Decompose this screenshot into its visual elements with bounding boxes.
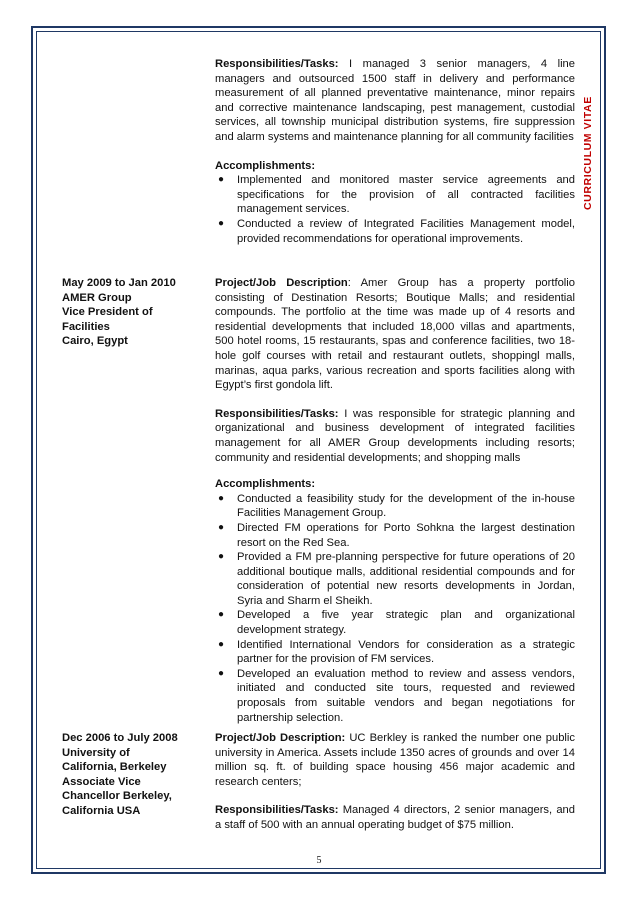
bullet-icon: ● <box>218 609 225 621</box>
previous-responsibilities <box>215 57 575 145</box>
bullet-icon: ● <box>218 521 225 533</box>
project-text: : Amer Group has a property portfolio consisting of Destination Resorts; Boutique Malls; and residential compounds. The portfolio at the time was made up of 4 resorts and residential developments that included 18,000 villas and apartments, 500 hotel rooms, 15 restaurants, spas and conference facilities, two 18-hole golf courses with retail and restaurant outlets, shoppingl malls, marinas, aqua parks, various recreation and sports facilities along with Egypt’s first gondola lift. <box>215 277 575 392</box>
amer-location: Cairo, Egypt <box>62 335 128 348</box>
list-item: ● Directed FM operations for Porto Sohkna the largest destination resort on the Red Sea. <box>218 521 575 549</box>
bullet-icon: ● <box>218 492 225 504</box>
accomplishments-list <box>215 492 575 726</box>
responsibilities-label: Responsibilities/Tasks: <box>215 407 339 420</box>
project-text: UC Berkley is ranked the number one public university in America. Assets include 1350 acres of grounds and over 14 million sq. ft. of building space housing 456 major academic and research centers; <box>215 732 575 788</box>
amer-role-header <box>62 276 182 349</box>
accomplishments-heading: Accomplishments: <box>215 478 316 491</box>
accomplishments-heading: Accomplishments: <box>215 159 316 172</box>
responsibilities-text: I was responsible for strategic planning and organizational and business development of integrated facilities management for all AMER Group developments including resorts; community and residential developments; and shopping malls <box>215 407 575 464</box>
amer-project-description <box>215 276 575 393</box>
bullet-icon: ● <box>218 551 225 563</box>
berkeley-responsibilities <box>215 803 575 832</box>
list-item: ● Conducted a review of Integrated Facilities Management model, provided recommendations for operational improvements. <box>218 217 575 245</box>
amer-company: AMER Group <box>62 291 132 304</box>
curriculum-vitae-label: CURRICULUM VITAE <box>582 96 594 210</box>
bullet-icon: ● <box>218 638 225 650</box>
project-label: Project/Job Description: <box>215 732 346 744</box>
berkeley-project-description <box>215 731 575 789</box>
responsibilities-text: I managed 3 senior managers, 4 line managers and outsourced 1500 staff in delivery and performance measurement of all planned preventative maintenance, minor repairs and corrective maintenance landscaping, pest management, custodial services, all township municipal distribution systems, fire suppression and alarm systems and maintenance planning for all community facilities <box>215 58 575 143</box>
amer-responsibilities <box>215 407 575 465</box>
list-item: ● Identified International Vendors for consideration as a strategic partner for the provision of FM services. <box>218 638 575 666</box>
berkeley-role-header: Dec 2006 to July 2008 University of California, Berkeley Associate Vice Chancellor Berkeley, California USA <box>62 732 178 817</box>
previous-role-section <box>215 57 575 246</box>
list-item: ● Conducted a feasibility study for the development of the in-house Facilities Management Group. <box>218 492 575 520</box>
list-item: ● Provided a FM pre-planning perspective for future operations of 20 additional boutique malls, additional residential compounds and for consideration of potential new resorts developments in Jordan, Syria and Sharm el Sheikh. <box>218 551 575 607</box>
amer-title: Vice President of Facilities <box>62 306 153 333</box>
amer-period: May 2009 to Jan 2010 <box>62 277 176 289</box>
berkeley-role-section <box>215 731 575 833</box>
project-label: Project/Job Description <box>215 277 348 289</box>
accomplishments-list <box>215 173 575 246</box>
list-item: ● Implemented and monitored master service agreements and specifications for the provision of all contracted facilities management services. <box>218 174 575 216</box>
responsibilities-label: Responsibilities/Tasks: <box>215 804 339 817</box>
responsibilities-label: Responsibilities/Tasks: <box>215 58 339 70</box>
list-item: ● Developed a five year strategic plan and organizational development strategy. <box>218 609 575 637</box>
bullet-icon: ● <box>218 217 225 229</box>
responsibilities-text: Managed 4 directors, 2 senior managers, and a staff of 500 with an annual operating budget of $75 million. <box>215 804 575 831</box>
bullet-icon: ● <box>218 667 225 679</box>
page-number: 5 <box>316 855 322 866</box>
bullet-icon: ● <box>218 174 225 186</box>
list-item: ● Developed an evaluation method to review and assess vendors, initiated and conducted site tours, requested and reviewed proposals from suitable vendors and began negotiations for partnership selection. <box>218 667 575 724</box>
amer-role-section <box>215 276 575 725</box>
